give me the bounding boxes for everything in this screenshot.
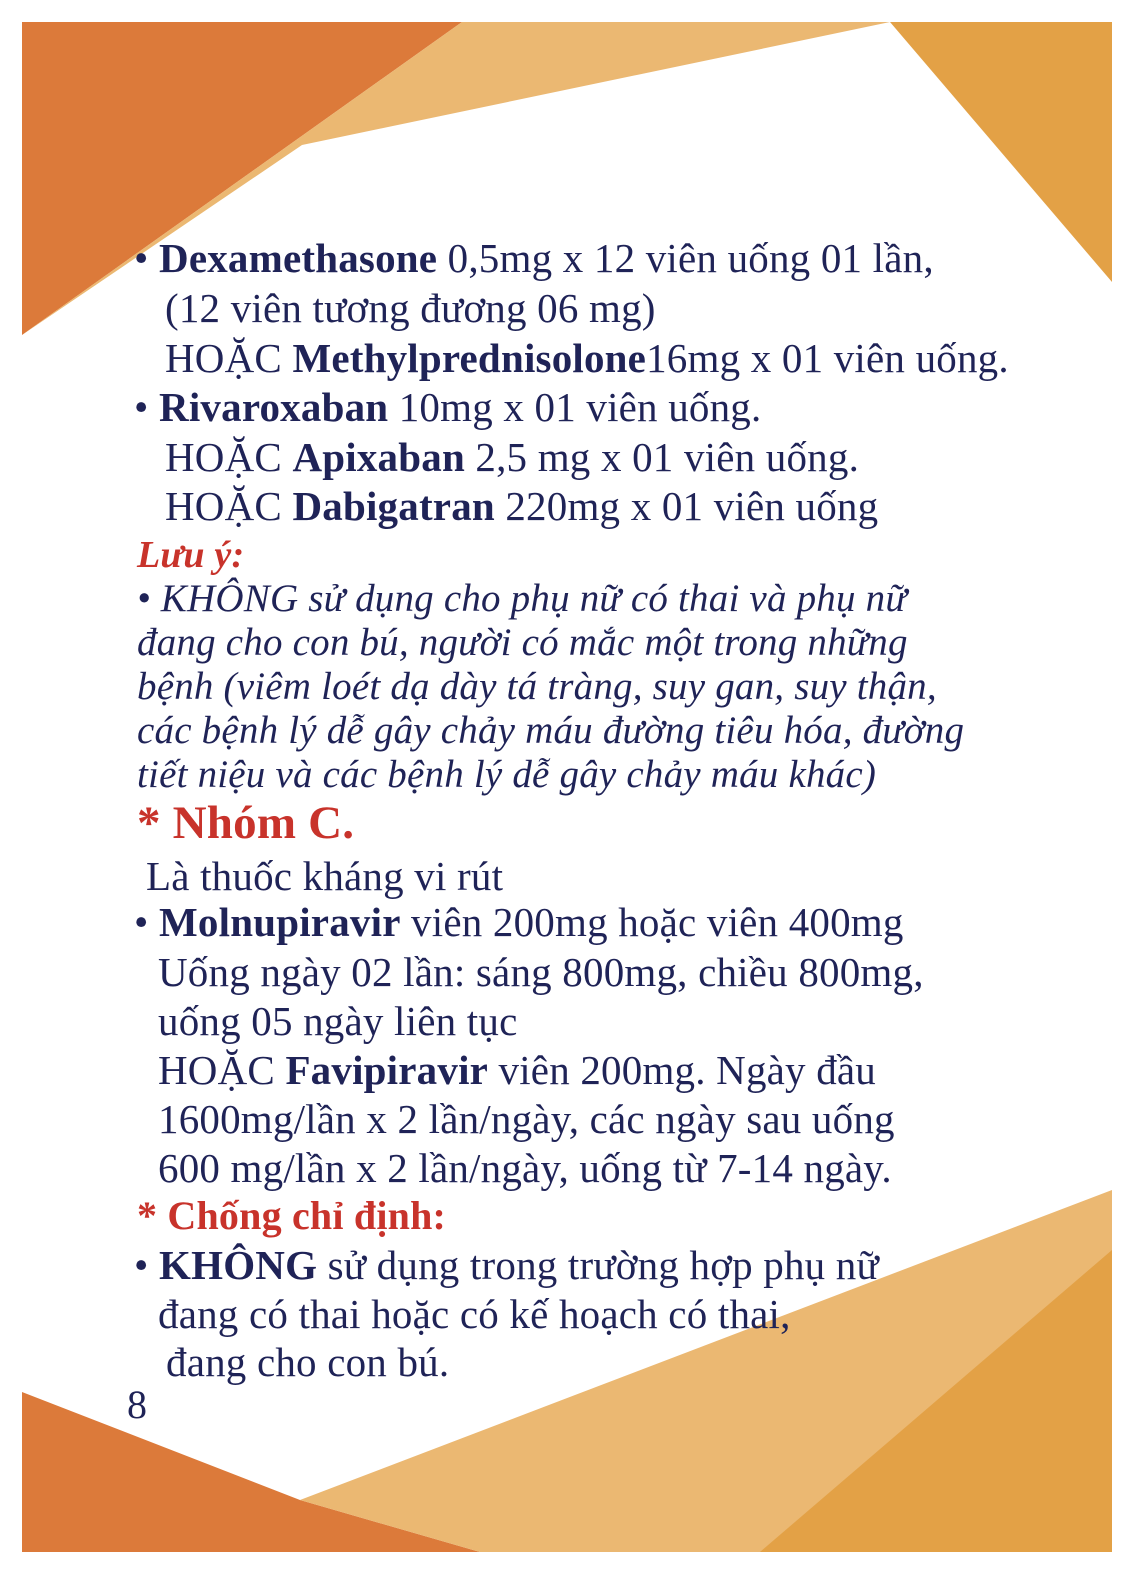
bullet: • (134, 235, 149, 281)
bullet: • (134, 899, 149, 945)
drug-dose: viên 200mg. Ngày đầu (488, 1047, 876, 1093)
rivaroxaban-line (134, 383, 761, 431)
drug-name: Dabigatran (292, 483, 495, 529)
group-c-heading: * Nhóm C. (137, 797, 355, 849)
molnupiravir-dosage: Uống ngày 02 lần: sáng 800mg, chiều 800mg, (158, 949, 924, 995)
note-title: Lưu ý: (137, 534, 245, 576)
favipiravir-duration: 600 mg/lần x 2 lần/ngày, uống từ 7-14 ngày. (158, 1145, 892, 1191)
drug-name: Favipiravir (285, 1047, 489, 1093)
emphasis: KHÔNG (159, 1242, 318, 1288)
drug-dose: 0,5mg x 12 viên uống 01 lần, (437, 235, 934, 281)
contraindication-line-3: đang cho con bú. (166, 1339, 450, 1385)
or-label: HOẶC (165, 434, 293, 480)
note-line: đang cho con bú, người có mắc một trong những (137, 621, 908, 664)
note-line: tiết niệu và các bệnh lý dễ gây chảy máu khác) (137, 753, 877, 796)
favipiravir-line (158, 1046, 876, 1094)
drug-name: Rivaroxaban (159, 384, 389, 430)
note-line: bệnh (viêm loét dạ dày tá tràng, suy gan, suy thận, (137, 665, 937, 708)
drug-dose: 220mg x 01 viên uống (494, 483, 879, 529)
favipiravir-dosage: 1600mg/lần x 2 lần/ngày, các ngày sau uống (158, 1096, 895, 1142)
molnupiravir-line (134, 898, 904, 946)
contraindication-text: sử dụng trong trường hợp phụ nữ (317, 1242, 879, 1288)
group-c-intro: Là thuốc kháng vi rút (146, 853, 504, 899)
or-label: HOẶC (165, 335, 293, 381)
or-label: HOẶC (165, 483, 293, 529)
page-number: 8 (127, 1382, 148, 1427)
drug-dose: viên 200mg hoặc viên 400mg (400, 899, 904, 945)
drug-name: Apixaban (292, 434, 465, 480)
contraindication-line-2: đang có thai hoặc có kế hoạch có thai, (158, 1291, 791, 1337)
drug-name: Molnupiravir (159, 899, 401, 945)
or-label: HOẶC (158, 1047, 286, 1093)
molnupiravir-duration: uống 05 ngày liên tục (158, 998, 518, 1044)
drug-dose: 10mg x 01 viên uống. (388, 384, 762, 430)
bullet: • (134, 384, 149, 430)
note-line: các bệnh lý dễ gây chảy máu đường tiêu hóa, đường (137, 709, 965, 752)
dabigatran-line (165, 482, 878, 530)
contraindication-heading: * Chống chỉ định: (137, 1193, 447, 1238)
dexamethasone-note: (12 viên tương đương 06 mg) (165, 285, 656, 331)
methylprednisolone-line (165, 334, 1009, 382)
drug-name: Methylprednisolone (292, 335, 647, 381)
drug-dose: 16mg x 01 viên uống. (646, 335, 1009, 381)
contraindication-line (134, 1241, 879, 1289)
drug-name: Dexamethasone (159, 235, 438, 281)
note-line: • KHÔNG sử dụng cho phụ nữ có thai và phụ nữ (137, 577, 907, 620)
drug-dose: 2,5 mg x 01 viên uống. (464, 434, 860, 480)
apixaban-line (165, 433, 859, 481)
bullet: • (134, 1242, 149, 1288)
dexamethasone-line (134, 234, 934, 282)
